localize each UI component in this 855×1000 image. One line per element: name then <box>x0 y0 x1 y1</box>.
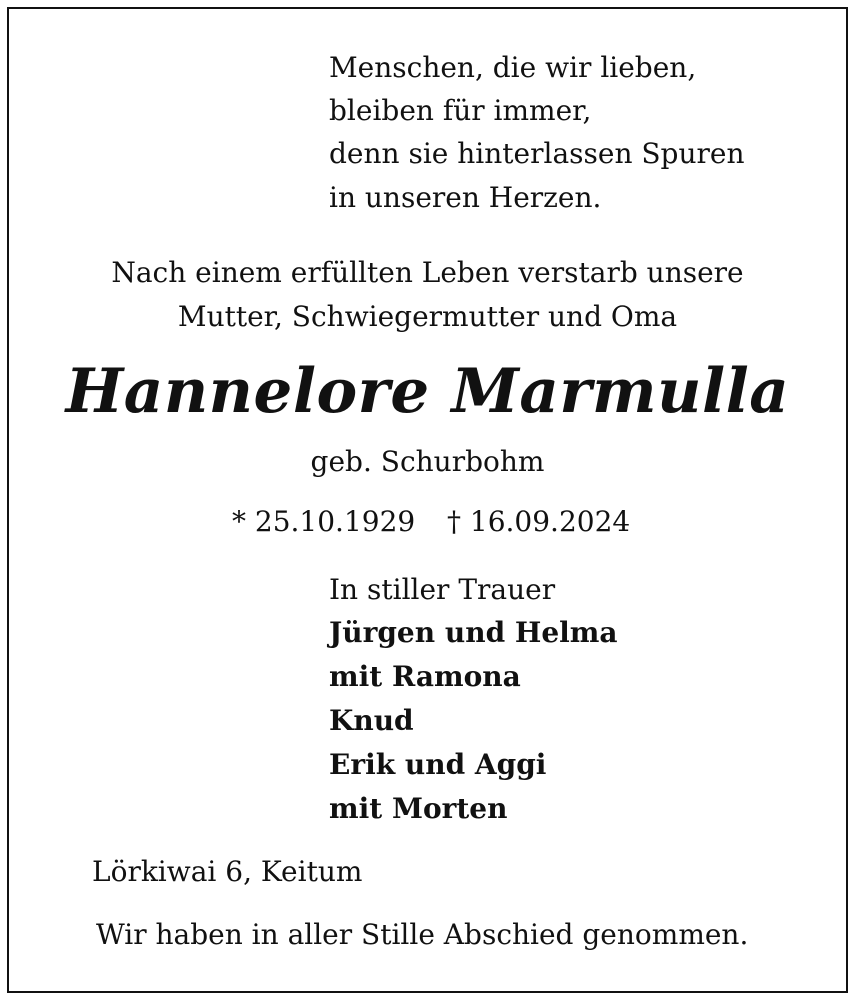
birth-date: * 25.10.1929 <box>232 505 416 538</box>
family-member: Knud <box>329 704 414 737</box>
family-member: mit Morten <box>329 792 508 825</box>
poem-line: in unseren Herzen. <box>329 181 602 214</box>
address: Lörkiwai 6, Keitum <box>92 855 363 888</box>
mourning-label: In stiller Trauer <box>329 573 556 606</box>
poem-line: bleiben für immer, <box>329 94 592 127</box>
maiden-name: geb. Schurbohm <box>310 445 545 478</box>
poem-line: denn sie hinterlassen Spuren <box>329 137 745 170</box>
death-date: † 16.09.2024 <box>447 505 631 538</box>
intro-line: Mutter, Schwiegermutter und Oma <box>177 300 678 333</box>
poem-line: Menschen, die wir lieben, <box>329 51 697 84</box>
family-member: mit Ramona <box>329 660 521 693</box>
closing-statement: Wir haben in aller Stille Abschied genommen. <box>96 918 749 951</box>
family-member: Erik und Aggi <box>329 748 547 781</box>
intro-line: Nach einem erfüllten Leben verstarb unsere <box>111 256 744 289</box>
deceased-name: Hannelore Marmulla <box>65 356 790 427</box>
family-member: Jürgen und Helma <box>329 616 618 649</box>
